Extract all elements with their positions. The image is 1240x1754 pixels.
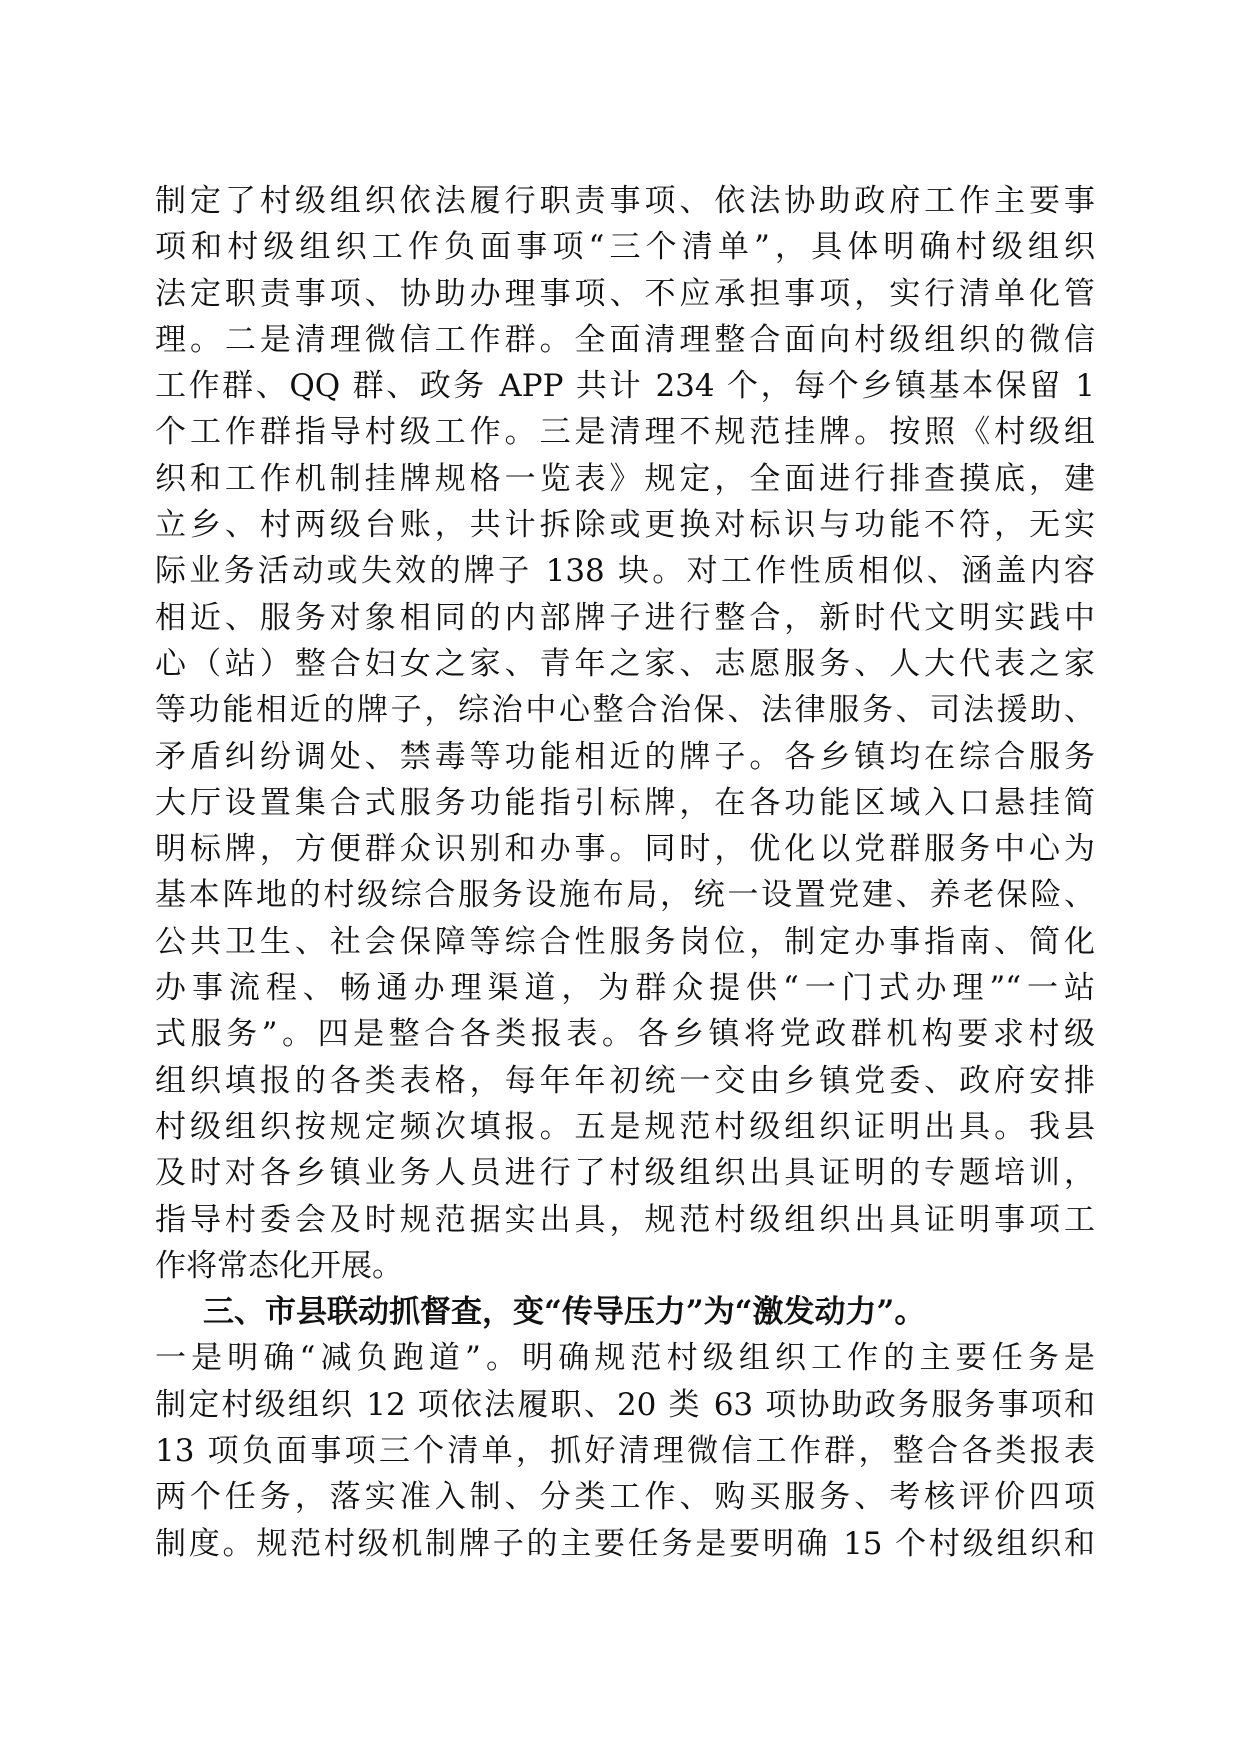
text-line: 办事流程、畅通办理渠道，为群众提供“一门式办理”“一站 [155, 970, 1095, 1007]
text-line: 指导村委会及时规范据实出具，规范村级组织出具证明事项工 [155, 1201, 1095, 1238]
text-line: 工作群、QQ 群、政务 APP 共计 234 个，每个乡镇基本保留 1 [155, 368, 1095, 405]
text-line: 心（站）整合妇女之家、青年之家、志愿服务、人大代表之家 [155, 645, 1095, 682]
text-line: 立乡、村两级台账，共计拆除或更换对标识与功能不符，无实 [155, 507, 1095, 544]
text-line: 式服务”。四是整合各类报表。各乡镇将党政群机构要求村级 [155, 1016, 1095, 1053]
text-line: 项和村级组织工作负面事项“三个清单”，具体明确村级组织 [155, 229, 1095, 266]
text-line: 明标牌，方便群众识别和办事。同时，优化以党群服务中心为 [155, 831, 1095, 868]
text-line: 作将常态化开展。 [155, 1247, 403, 1284]
text-line: 等功能相近的牌子，综治中心整合治保、法律服务、司法援助、 [155, 692, 1095, 729]
text-line: 个工作群指导村级工作。三是清理不规范挂牌。按照《村级组 [155, 414, 1095, 451]
text-line: 一是明确“减负跑道”。明确规范村级组织工作的主要任务是 [155, 1340, 1095, 1377]
text-line: 组织填报的各类表格，每年年初统一交由乡镇党委、政府安排 [155, 1062, 1095, 1099]
text-line: 公共卫生、社会保障等综合性服务岗位，制定办事指南、简化 [155, 923, 1095, 960]
text-line: 村级组织按规定频次填报。五是规范村级组织证明出具。我县 [155, 1108, 1095, 1145]
text-line: 制度。规范村级机制牌子的主要任务是要明确 15 个村级组织和 [155, 1525, 1095, 1562]
text-line: 织和工作机制挂牌规格一览表》规定，全面进行排查摸底，建 [155, 460, 1095, 497]
text-line: 基本阵地的村级综合服务设施布局，统一设置党建、养老保险、 [155, 877, 1095, 914]
text-line: 两个任务，落实准入制、分类工作、购买服务、考核评价四项 [155, 1479, 1095, 1516]
text-line: 大厅设置集合式服务功能指引标牌，在各功能区域入口悬挂简 [155, 784, 1095, 821]
text-line: 相近、服务对象相同的内部牌子进行整合，新时代文明实践中 [155, 599, 1095, 636]
text-line: 际业务活动或失效的牌子 138 块。对工作性质相似、涵盖内容 [155, 553, 1095, 590]
text-line: 及时对各乡镇业务人员进行了村级组织出具证明的专题培训， [155, 1155, 1095, 1192]
text-line: 制定了村级组织依法履行职责事项、依法协助政府工作主要事 [155, 183, 1095, 219]
text-line: 矛盾纠纷调处、禁毒等功能相近的牌子。各乡镇均在综合服务 [155, 738, 1095, 775]
text-line: 理。二是清理微信工作群。全面清理整合面向村级组织的微信 [155, 321, 1095, 358]
document-body [155, 178, 1095, 1567]
text-line: 法定职责事项、协助办理事项、不应承担事项，实行清单化管 [155, 275, 1095, 312]
text-line: 制定村级组织 12 项依法履职、20 类 63 项协助政务服务事项和 [155, 1386, 1095, 1423]
section-heading: 三、市县联动抓督查，变“传导压力”为“激发动力”。 [203, 1294, 926, 1331]
text-line: 13 项负面事项三个清单，抓好清理微信工作群，整合各类报表 [155, 1433, 1095, 1470]
